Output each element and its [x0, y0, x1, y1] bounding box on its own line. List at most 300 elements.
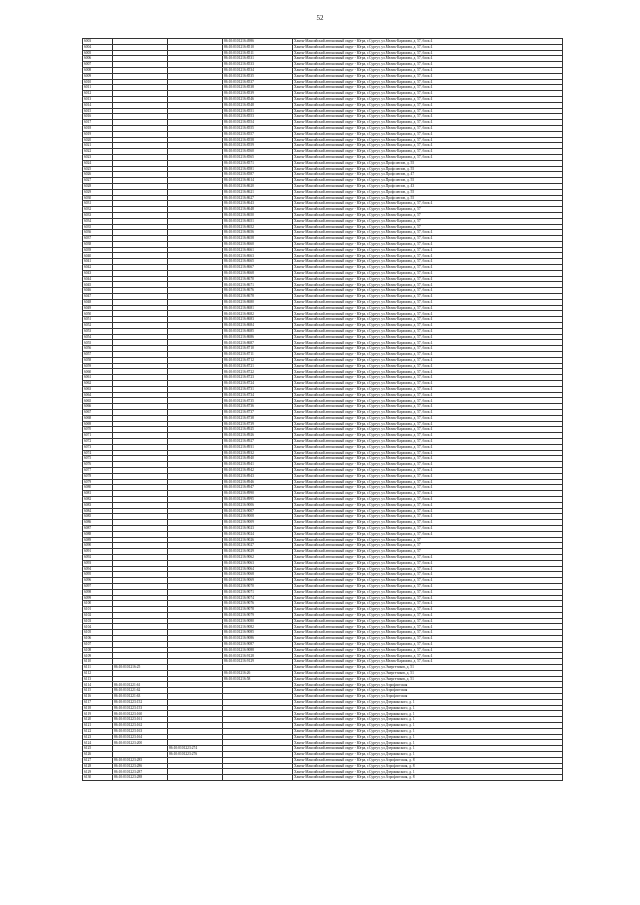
premise-cadastral-number-cell: 86:10:0101216:8533: [223, 62, 293, 68]
premise-cadastral-number-cell: 86:10:0101216:9007: [223, 508, 293, 514]
premise-cadastral-number-cell: 86:10:0101216:8559: [223, 143, 293, 149]
address-cell: Ханты-Мансийский автономный округ - Югра, г.Сургут, ул.Мелик-Карамова, д. 57, блок 4: [293, 346, 563, 352]
row-number-cell: 6053: [83, 328, 113, 334]
building-cadastral-number-cell: 86:10:0101223:274: [168, 746, 223, 752]
row-number-cell: 6006: [83, 56, 113, 62]
row-number-cell: 6057: [83, 352, 113, 358]
address-cell: Ханты-Мансийский автономный округ - Югра, г.Сургут, ул.Мелик-Карамова, д. 57, блок 4: [293, 288, 563, 294]
row-number-cell: 6105: [83, 630, 113, 636]
row-number-cell: 6113: [83, 676, 113, 682]
premise-cadastral-number-cell: 86:10:0101216:8942: [223, 467, 293, 473]
row-number-cell: 6037: [83, 236, 113, 242]
premise-cadastral-number-cell: 86:10:0101216:8721: [223, 363, 293, 369]
row-number-cell: 6084: [83, 508, 113, 514]
land-plot-cadastral-number-cell: 86:10:0101223:162: [113, 723, 168, 729]
address-cell: Ханты-Мансийский автономный округ - Югра, г.Сургут, ул.Профсоюзов, д. 55: [293, 166, 563, 172]
address-cell: Ханты-Мансийский автономный округ - Югра, г.Сургут, ул.Мелик-Карамова, д. 57, блок 4: [293, 201, 563, 207]
premise-cadastral-number-cell: 86:10:0101216:8537: [223, 79, 293, 85]
premise-cadastral-number-cell: 86:10:0101216:8650: [223, 212, 293, 218]
address-cell: Ханты-Мансийский автономный округ - Югра, г.Сургут, ул.Дзержинского, д. 1: [293, 699, 563, 705]
land-plot-cadastral-number-cell: 86:10:0101223:287: [113, 769, 168, 775]
address-cell: Ханты-Мансийский автономный округ - Югра, г.Сургут, ул.Мелик-Карамова, д. 57, блок 4: [293, 520, 563, 526]
premise-cadastral-number-cell: 86:10:0101216:8990: [223, 491, 293, 497]
row-number-cell: 6038: [83, 241, 113, 247]
address-cell: Ханты-Мансийский автономный округ - Югра, г.Сургут, ул.Мелик-Карамова, д. 57, блок 4: [293, 294, 563, 300]
address-cell: Ханты-Мансийский автономный округ - Югра, г.Сургут, ул.Мелик-Карамова, д. 57, блок 4: [293, 589, 563, 595]
row-number-cell: 6005: [83, 50, 113, 56]
land-plot-cadastral-number-cell: 86:10:0101221:63: [113, 694, 168, 700]
row-number-cell: 6098: [83, 589, 113, 595]
address-cell: Ханты-Мансийский автономный округ - Югра, г.Сургут, ул.Мелик-Карамова, д. 57, блок 4: [293, 467, 563, 473]
premise-cadastral-number-cell: 86:10:0101216:8539: [223, 91, 293, 97]
row-number-cell: 6114: [83, 682, 113, 688]
premise-cadastral-number-cell: 86:10:0101216:8995: [223, 496, 293, 502]
address-cell: Ханты-Мансийский автономный округ - Югра, г.Сургут, ул.Мелик-Карамова, д. 57, блок 4: [293, 102, 563, 108]
address-cell: Ханты-Мансийский автономный округ - Югра, г.Сургут, ул.Мелик-Карамова, д. 57, блок 4: [293, 491, 563, 497]
premise-cadastral-number-cell: 86:10:0101216:9078: [223, 607, 293, 613]
row-number-cell: 6102: [83, 612, 113, 618]
address-cell: Ханты-Мансийский автономный округ - Югра, г.Сургут, ул.Мелик-Карамова, д. 57, блок 4: [293, 39, 563, 45]
row-number-cell: 6021: [83, 143, 113, 149]
row-number-cell: 6013: [83, 96, 113, 102]
premise-cadastral-number-cell: 86:10:0101216:8685: [223, 328, 293, 334]
row-number-cell: 6107: [83, 641, 113, 647]
address-cell: Ханты-Мансийский автономный округ - Югра, г.Сургут, ул.Мелик-Карамова, д. 57, блок 4: [293, 56, 563, 62]
row-number-cell: 6112: [83, 670, 113, 676]
premise-cadastral-number-cell: 86:10:0101216:9069: [223, 578, 293, 584]
address-cell: Ханты-Мансийский автономный округ - Югра, г.Сургут, ул.Мелик-Карамова, д. 57, блок 4: [293, 352, 563, 358]
premise-cadastral-number-cell: 86:10:0101216:8643: [223, 201, 293, 207]
row-number-cell: 6012: [83, 91, 113, 97]
address-cell: Ханты-Мансийский автономный округ - Югра, г.Сургут, ул.Мелик-Карамова, д. 57, блок 4: [293, 653, 563, 659]
premise-cadastral-number-cell: 86:10:0101216:9063: [223, 560, 293, 566]
premise-cadastral-number-cell: 86:10:0101216:9023: [223, 525, 293, 531]
row-number-cell: 6016: [83, 114, 113, 120]
row-number-cell: 6041: [83, 259, 113, 265]
row-number-cell: 6054: [83, 334, 113, 340]
address-cell: Ханты-Мансийский автономный округ - Югра, г.Сургут, ул.Мелик-Карамова, д. 57, блок 4: [293, 247, 563, 253]
address-cell: Ханты-Мансийский автономный округ - Югра, г.Сургут, ул.Дзержинского, д. 1: [293, 723, 563, 729]
premise-cadastral-number-cell: 86:10:0101216:9076: [223, 601, 293, 607]
premise-cadastral-number-cell: 86:10:0101216:9009: [223, 520, 293, 526]
address-cell: Ханты-Мансийский автономный округ - Югра, г.Сургут, ул.Мелик-Карамова, д. 57, блок 4: [293, 479, 563, 485]
premise-cadastral-number-cell: 86:10:0101216:8548: [223, 102, 293, 108]
address-cell: Ханты-Мансийский автономный округ - Югра, г.Сургут, ул.Мелик-Карамова, д. 57, блок 4: [293, 641, 563, 647]
address-cell: Ханты-Мансийский автономный округ - Югра, г.Сургут, ул.Мелик-Карамова, д. 57, блок 4: [293, 323, 563, 329]
premise-cadastral-number-cell: 86:10:0101216:8510: [223, 44, 293, 50]
row-number-cell: 6033: [83, 212, 113, 218]
premise-cadastral-number-cell: 86:10:0101216:8571: [223, 160, 293, 166]
row-number-cell: 6083: [83, 502, 113, 508]
address-cell: Ханты-Мансийский автономный округ - Югра, г.Сургут, ул.Мелик-Карамова, д. 57, блок 4: [293, 578, 563, 584]
address-cell: Ханты-Мансийский автономный округ - Югра, г.Сургут, ул.Мелик-Карамова, д. 57, блок 4: [293, 381, 563, 387]
row-number-cell: 6028: [83, 183, 113, 189]
address-cell: Ханты-Мансийский автономный округ - Югра, г.Сургут, ул.Энергетиков, д. 51: [293, 676, 563, 682]
premise-cadastral-number-cell: 86:10:0101216:8737: [223, 410, 293, 416]
land-plot-cadastral-number-cell: 86:10:0101223:160: [113, 711, 168, 717]
row-number-cell: 6070: [83, 427, 113, 433]
row-number-cell: 6085: [83, 514, 113, 520]
address-cell: Ханты-Мансийский автономный округ - Югра, г.Сургут, ул.Дзержинского, д. 1: [293, 752, 563, 758]
address-cell: Ханты-Мансийский автономный округ - Югра, г.Сургут, ул.Мелик-Карамова, д. 57, блок 4: [293, 607, 563, 613]
address-cell: Ханты-Мансийский автономный округ - Югра, г.Сургут, ул.Профсоюзов, д. 55: [293, 189, 563, 195]
page-number: 52: [316, 14, 324, 22]
row-number-cell: 6068: [83, 415, 113, 421]
row-number-cell: 6088: [83, 531, 113, 537]
premise-cadastral-number-cell: 86:10:0101216:8712: [223, 357, 293, 363]
row-number-cell: 6032: [83, 207, 113, 213]
premise-cadastral-number-cell: 86:10:0101216:8551: [223, 108, 293, 114]
row-number-cell: 6029: [83, 189, 113, 195]
row-number-cell: 6093: [83, 560, 113, 566]
row-number-cell: 6095: [83, 572, 113, 578]
row-number-cell: 6008: [83, 67, 113, 73]
row-number-cell: 6090: [83, 543, 113, 549]
premise-cadastral-number-cell: 86:10:0101216:8682: [223, 311, 293, 317]
address-cell: Ханты-Мансийский автономный округ - Югра, г.Сургут, ул.Мелик-Карамова, д. 57, блок 4: [293, 636, 563, 642]
address-cell: Ханты-Мансийский автономный округ - Югра, г.Сургут, ул.Дзержинского, д. 1: [293, 728, 563, 734]
land-plot-cadastral-number-cell: 86:10:0101221:62: [113, 688, 168, 694]
premise-cadastral-number-cell: 86:10:0101216:9074: [223, 595, 293, 601]
premise-cadastral-number-cell: 86:10:0101216:8557: [223, 131, 293, 137]
address-cell: Ханты-Мансийский автономный округ - Югра, г.Сургут, ул.Мелик-Карамова, д. 57, блок 4: [293, 560, 563, 566]
premise-cadastral-number-cell: 86:10:0101216:8670: [223, 276, 293, 282]
row-number-cell: 6063: [83, 386, 113, 392]
row-number-cell: 6117: [83, 699, 113, 705]
premise-cadastral-number-cell: 86:10:0101216:9079: [223, 612, 293, 618]
row-number-cell: 6043: [83, 270, 113, 276]
row-number-cell: 6120: [83, 717, 113, 723]
row-number-cell: 6039: [83, 247, 113, 253]
address-cell: Ханты-Мансийский автономный округ - Югра, г.Сургут, ул.Мелик-Карамова, д. 57, блок 4: [293, 131, 563, 137]
premise-cadastral-number-cell: 86:10:0101216:8931: [223, 444, 293, 450]
address-cell: Ханты-Мансийский автономный округ - Югра, г.Сургут, ул.Мелик-Карамова, д. 57, блок 4: [293, 282, 563, 288]
address-cell: Ханты-Мансийский автономный округ - Югра, г.Сургут, ул.Мелик-Карамова, д. 57: [293, 549, 563, 555]
address-cell: Ханты-Мансийский автономный округ - Югра, г.Сургут, ул.Мелик-Карамова, д. 57, блок 4: [293, 62, 563, 68]
address-cell: Ханты-Мансийский автономный округ - Югра, г.Сургут, ул.Мелик-Карамова, д. 57, блок 4: [293, 624, 563, 630]
address-cell: Ханты-Мансийский автономный округ - Югра, г.Сургут, ул.Мелик-Карамова, д. 57, блок 4: [293, 91, 563, 97]
row-number-cell: 6040: [83, 253, 113, 259]
premise-cadastral-number-cell: 86:10:0101216:8683: [223, 317, 293, 323]
premise-cadastral-number-cell: 86:10:0101216:8627: [223, 195, 293, 201]
premise-cadastral-number-cell: 86:10:0101216:8946: [223, 479, 293, 485]
address-cell: Ханты-Мансийский автономный округ - Югра, г.Сургут, ул.Мелик-Карамова, д. 57, блок 4: [293, 566, 563, 572]
address-cell: Ханты-Мансийский автономный округ - Югра, г.Сургут, ул.Мелик-Карамова, д. 57: [293, 212, 563, 218]
address-cell: Ханты-Мансийский автономный округ - Югра, г.Сургут, ул.Мелик-Карамова, д. 57, блок 4: [293, 137, 563, 143]
address-cell: Ханты-Мансийский автономный округ - Югра, г.Сургут, ул.Мелик-Карамова, д. 57, блок 4: [293, 241, 563, 247]
address-cell: Ханты-Мансийский автономный округ - Югра, г.Сургут, ул.Аэрофлотская: [293, 688, 563, 694]
row-number-cell: 6020: [83, 137, 113, 143]
land-plot-cadastral-number-cell: 86:10:0101223:164: [113, 734, 168, 740]
row-number-cell: 6089: [83, 537, 113, 543]
address-cell: Ханты-Мансийский автономный округ - Югра, г.Сургут, ул.Мелик-Карамова, д. 57, блок 4: [293, 502, 563, 508]
premise-cadastral-number-cell: 86:10:0101216:8680: [223, 299, 293, 305]
cadastral-table: [82, 38, 563, 781]
row-number-cell: 6082: [83, 496, 113, 502]
premise-cadastral-number-cell: 86:10:0101216:8555: [223, 125, 293, 131]
row-number-cell: 6026: [83, 172, 113, 178]
row-number-cell: 6122: [83, 728, 113, 734]
row-number-cell: 6034: [83, 218, 113, 224]
land-plot-cadastral-number-cell: 86:10:0101223:153: [113, 705, 168, 711]
row-number-cell: 6128: [83, 763, 113, 769]
row-number-cell: 6094: [83, 566, 113, 572]
row-number-cell: 6110: [83, 659, 113, 665]
address-cell: Ханты-Мансийский автономный округ - Югра, г.Сургут, ул.Мелик-Карамова, д. 57, блок 4: [293, 340, 563, 346]
premise-cadastral-number-cell: 86:10:0101216:9070: [223, 583, 293, 589]
address-cell: Ханты-Мансийский автономный округ - Югра, г.Сургут, ул.Мелик-Карамова, д. 57, блок 4: [293, 311, 563, 317]
row-number-cell: 6101: [83, 607, 113, 613]
address-cell: Ханты-Мансийский автономный округ - Югра, г.Сургут, ул.Мелик-Карамова, д. 57, блок 4: [293, 120, 563, 126]
premise-cadastral-number-cell: 86:10:0101216:8660: [223, 241, 293, 247]
address-cell: Ханты-Мансийский автономный округ - Югра, г.Сургут, ул.Мелик-Карамова, д. 57, блок 4: [293, 143, 563, 149]
address-cell: Ханты-Мансийский автономный округ - Югра, г.Сургут, ул.Мелик-Карамова, д. 57, блок 4: [293, 236, 563, 242]
address-cell: Ханты-Мансийский автономный округ - Югра, г.Сургут, ул.Мелик-Карамова, д. 57, блок 4: [293, 410, 563, 416]
address-cell: Ханты-Мансийский автономный округ - Югра, г.Сургут, ул.Мелик-Карамова, д. 57, блок 4: [293, 386, 563, 392]
premise-cadastral-number-cell: [223, 775, 293, 781]
row-number-cell: 6118: [83, 705, 113, 711]
address-cell: Ханты-Мансийский автономный округ - Югра, г.Сургут, ул.Мелик-Карамова, д. 57, блок 4: [293, 259, 563, 265]
row-number-cell: 6097: [83, 583, 113, 589]
address-cell: Ханты-Мансийский автономный округ - Югра, г.Сургут, ул.Мелик-Карамова, д. 57: [293, 207, 563, 213]
premise-cadastral-number-cell: 86:10:0101216:8587: [223, 172, 293, 178]
address-cell: Ханты-Мансийский автономный округ - Югра, г.Сургут, ул.Мелик-Карамова, д. 57: [293, 537, 563, 543]
address-cell: Ханты-Мансийский автономный округ - Югра, г.Сургут, ул.Мелик-Карамова, д. 57, блок 4: [293, 357, 563, 363]
address-cell: Ханты-Мансийский автономный округ - Югра, г.Сургут, ул.Мелик-Карамова, д. 57, блок 4: [293, 508, 563, 514]
row-number-cell: 6072: [83, 438, 113, 444]
premise-cadastral-number-cell: 86:10:0101216:8731: [223, 386, 293, 392]
row-number-cell: 6049: [83, 305, 113, 311]
building-cadastral-number-cell: [168, 775, 223, 781]
premise-cadastral-number-cell: 86:10:0101216:8531: [223, 56, 293, 62]
address-cell: Ханты-Мансийский автономный округ - Югра, г.Сургут, ул.Мелик-Карамова, д. 57, блок 4: [293, 305, 563, 311]
row-number-cell: 6075: [83, 456, 113, 462]
row-number-cell: 6129: [83, 769, 113, 775]
premise-cadastral-number-cell: 86:10:0101216:8658: [223, 236, 293, 242]
row-number-cell: 6056: [83, 346, 113, 352]
address-cell: Ханты-Мансийский автономный округ - Югра, г.Сургут, ул.Мелик-Карамова, д. 57, блок 4: [293, 265, 563, 271]
premise-cadastral-number-cell: 86:10:0101216:8546: [223, 96, 293, 102]
address-cell: Ханты-Мансийский автономный округ - Югра, г.Сургут, ул.Дзержинского, д. 1: [293, 711, 563, 717]
premise-cadastral-number-cell: 86:10:0101216:8681: [223, 305, 293, 311]
address-cell: Ханты-Мансийский автономный округ - Югра, г.Сургут, ул.Мелик-Карамова, д. 57, блок 4: [293, 398, 563, 404]
row-number-cell: 6078: [83, 473, 113, 479]
premise-cadastral-number-cell: 86:10:0101216:9068: [223, 572, 293, 578]
row-number-cell: 6103: [83, 618, 113, 624]
address-cell: Ханты-Мансийский автономный округ - Югра, г.Сургут, ул.Мелик-Карамова, д. 57, блок 4: [293, 334, 563, 340]
address-cell: Ханты-Мансийский автономный округ - Югра, г.Сургут, ул.Мелик-Карамова, д. 57, блок 4: [293, 421, 563, 427]
address-cell: Ханты-Мансийский автономный округ - Югра, г.Сургут, ул.Мелик-Карамова, д. 57, блок 4: [293, 50, 563, 56]
row-number-cell: 6007: [83, 62, 113, 68]
row-number-cell: 6081: [83, 491, 113, 497]
address-cell: Ханты-Мансийский автономный округ - Югра, г.Сургут, ул.Мелик-Карамова, д. 57, блок 4: [293, 438, 563, 444]
address-cell: Ханты-Мансийский автономный округ - Югра, г.Сургут, ул.Профсоюзов, д. 47: [293, 172, 563, 178]
land-plot-cadastral-number-cell: 86:10:0101223:286: [113, 763, 168, 769]
address-cell: Ханты-Мансийский автономный округ - Югра, г.Сургут, ул.Мелик-Карамова, д. 57, блок 4: [293, 659, 563, 665]
address-cell: Ханты-Мансийский автономный округ - Югра, г.Сургут, ул.Мелик-Карамова, д. 57: [293, 543, 563, 549]
row-number-cell: 6071: [83, 433, 113, 439]
row-number-cell: 6067: [83, 410, 113, 416]
address-cell: Ханты-Мансийский автономный округ - Югра, г.Сургут, ул.Мелик-Карамова, д. 57, блок 4: [293, 299, 563, 305]
premise-cadastral-number-cell: 86:10:0101216:8927: [223, 438, 293, 444]
address-cell: Ханты-Мансийский автономный округ - Югра, г.Сургут, ул.Мелик-Карамова, д. 57, блок 4: [293, 96, 563, 102]
row-number-cell: 6019: [83, 131, 113, 137]
premise-cadastral-number-cell: 86:10:0101216:8652: [223, 224, 293, 230]
premise-cadastral-number-cell: 86:10:0101216:8535: [223, 73, 293, 79]
premise-cadastral-number-cell: 86:10:0101216:8620: [223, 183, 293, 189]
address-cell: Ханты-Мансийский автономный округ - Югра, г.Сургут, ул.Мелик-Карамова, д. 57, блок 4: [293, 618, 563, 624]
row-number-cell: 6061: [83, 375, 113, 381]
address-cell: Ханты-Мансийский автономный округ - Югра, г.Сургут, ул.Мелик-Карамова, д. 57, блок 4: [293, 79, 563, 85]
premise-cadastral-number-cell: 86:10:0101216:8710: [223, 346, 293, 352]
premise-cadastral-number-cell: 86:10:0101216:8736: [223, 404, 293, 410]
row-number-cell: 6027: [83, 178, 113, 184]
address-cell: Ханты-Мансийский автономный округ - Югра, г.Сургут, ул.Мелик-Карамова, д. 57: [293, 224, 563, 230]
row-number-cell: 6087: [83, 525, 113, 531]
address-cell: Ханты-Мансийский автономный округ - Югра, г.Сургут, ул.Мелик-Карамова, д. 57, блок 4: [293, 572, 563, 578]
premise-cadastral-number-cell: 86:10:0101216:8739: [223, 421, 293, 427]
row-number-cell: 6116: [83, 694, 113, 700]
premise-cadastral-number-cell: 86:10:0101216:9026: [223, 537, 293, 543]
row-number-cell: 6109: [83, 653, 113, 659]
address-cell: Ханты-Мансийский автономный округ - Югра, г.Сургут, ул.Мелик-Карамова, д. 57, блок 4: [293, 85, 563, 91]
premise-cadastral-number-cell: 86:10:0101216:9071: [223, 589, 293, 595]
table-body: [83, 39, 563, 781]
address-cell: Ханты-Мансийский автономный округ - Югра, г.Сургут, ул.Мелик-Карамова, д. 57, блок 4: [293, 125, 563, 131]
address-cell: Ханты-Мансийский автономный округ - Югра, г.Сургут, ул.Мелик-Карамова, д. 57, блок 4: [293, 462, 563, 468]
row-number-cell: 6080: [83, 485, 113, 491]
premise-cadastral-number-cell: 86:10:0101216:8687: [223, 340, 293, 346]
premise-cadastral-number-cell: 86:10:0101216:8678: [223, 294, 293, 300]
premise-cadastral-number-cell: 86:10:0101216:8621: [223, 189, 293, 195]
address-cell: Ханты-Мансийский автономный округ - Югра, г.Сургут, ул.Мелик-Карамова, д. 57, блок 4: [293, 450, 563, 456]
row-number-cell: 6119: [83, 711, 113, 717]
row-number-cell: 6060: [83, 369, 113, 375]
land-plot-cadastral-number-cell: 86:10:0101216:25: [113, 665, 168, 671]
premise-cadastral-number-cell: 86:10:0101216:9129: [223, 659, 293, 665]
address-cell: Ханты-Мансийский автономный округ - Югра, г.Сургут, ул.Мелик-Карамова, д. 57: [293, 218, 563, 224]
premise-cadastral-number-cell: 86:10:0101216:8738: [223, 415, 293, 421]
premise-cadastral-number-cell: 86:10:0101216:8648: [223, 207, 293, 213]
premise-cadastral-number-cell: 86:10:0101216:9029: [223, 549, 293, 555]
row-number-cell: 6042: [83, 265, 113, 271]
address-cell: Ханты-Мансийский автономный округ - Югра, г.Сургут, ул.Мелик-Карамова, д. 57, блок 4: [293, 253, 563, 259]
row-number-cell: 6025: [83, 166, 113, 172]
address-cell: Ханты-Мансийский автономный округ - Югра, г.Сургут, ул.Дзержинского, д. 1: [293, 769, 563, 775]
address-cell: Ханты-Мансийский автономный округ - Югра, г.Сургут, ул.Профсоюзов, д. 43: [293, 183, 563, 189]
row-number-cell: 6123: [83, 734, 113, 740]
row-number-cell: 6069: [83, 421, 113, 427]
row-number-cell: 6055: [83, 340, 113, 346]
premise-cadastral-number-cell: 86:10:0101216:8554: [223, 120, 293, 126]
address-cell: Ханты-Мансийский автономный округ - Югра, г.Сургут, ул.Мелик-Карамова, д. 57, блок 4: [293, 595, 563, 601]
row-number-cell: 6099: [83, 595, 113, 601]
premise-cadastral-number-cell: 86:10:0101216:8926: [223, 433, 293, 439]
row-number-cell: 6100: [83, 601, 113, 607]
row-number-cell: 6091: [83, 549, 113, 555]
row-number-cell: 6047: [83, 294, 113, 300]
address-cell: Ханты-Мансийский автономный округ - Югра, г.Сургут, ул.Аэрофлотская, д. 8: [293, 757, 563, 763]
address-cell: Ханты-Мансийский автономный округ - Югра, г.Сургут, ул.Мелик-Карамова, д. 57, блок 4: [293, 433, 563, 439]
row-number-cell: 6015: [83, 108, 113, 114]
row-number-cell: 6030: [83, 195, 113, 201]
address-cell: Ханты-Мансийский автономный округ - Югра, г.Сургут, ул.Мелик-Карамова, д. 57, блок 4: [293, 612, 563, 618]
row-number-cell: 6079: [83, 479, 113, 485]
land-plot-cadastral-number-cell: 86:10:0101223:200: [113, 740, 168, 746]
address-cell: Ханты-Мансийский автономный округ - Югра, г.Сургут, ул.Аэрофлотская, д. 8: [293, 775, 563, 781]
address-cell: Ханты-Мансийский автономный округ - Югра, г.Сургут, ул.Аэрофлотская, д. 8: [293, 763, 563, 769]
address-cell: Ханты-Мансийский автономный округ - Югра, г.Сургут, ул.Дзержинского, д. 1: [293, 705, 563, 711]
land-plot-cadastral-number-cell: 86:10:0101221:61: [113, 682, 168, 688]
premise-cadastral-number-cell: 86:10:0101216:8676: [223, 288, 293, 294]
address-cell: Ханты-Мансийский автономный округ - Югра, г.Сургут, ул.Мелик-Карамова, д. 57, блок 4: [293, 525, 563, 531]
row-number-cell: 6018: [83, 125, 113, 131]
address-cell: Ханты-Мансийский автономный округ - Югра, г.Сургут, ул.Мелик-Карамова, д. 57, блок 4: [293, 647, 563, 653]
row-number-cell: 6125: [83, 746, 113, 752]
address-cell: Ханты-Мансийский автономный округ - Югра, г.Сургут, ул.Мелик-Карамова, д. 57, блок 4: [293, 583, 563, 589]
row-number-cell: 6036: [83, 230, 113, 236]
address-cell: Ханты-Мансийский автономный округ - Югра, г.Сургут, ул.Дзержинского, д. 1: [293, 717, 563, 723]
premise-cadastral-number-cell: 86:10:0101216:8940: [223, 456, 293, 462]
premise-cadastral-number-cell: 86:10:0101216:8614: [223, 178, 293, 184]
row-number-cell: 6066: [83, 404, 113, 410]
land-plot-cadastral-number-cell: 86:10:0101223:163: [113, 728, 168, 734]
address-cell: Ханты-Мансийский автономный округ - Югра, г.Сургут, ул.Мелик-Карамова, д. 57, блок 4: [293, 456, 563, 462]
row-number-cell: 6004: [83, 44, 113, 50]
address-cell: Ханты-Мансийский автономный округ - Югра, г.Сургут, ул.Мелик-Карамова, д. 57, блок 4: [293, 444, 563, 450]
row-number-cell: 6011: [83, 85, 113, 91]
row-number-cell: 6024: [83, 160, 113, 166]
land-plot-cadastral-number-cell: 86:10:0101223:152: [113, 699, 168, 705]
premise-cadastral-number-cell: 86:10:0101216:8560: [223, 149, 293, 155]
premise-cadastral-number-cell: 86:10:0101216:9086: [223, 636, 293, 642]
row-number-cell: 6115: [83, 688, 113, 694]
row-number-cell: 6009: [83, 73, 113, 79]
premise-cadastral-number-cell: 86:10:0101216:8724: [223, 381, 293, 387]
premise-cadastral-number-cell: 86:10:0101216:8722: [223, 369, 293, 375]
row-number-cell: 6108: [83, 647, 113, 653]
premise-cadastral-number-cell: 86:10:0101216:8661: [223, 247, 293, 253]
premise-cadastral-number-cell: 86:10:0101216:8735: [223, 398, 293, 404]
premise-cadastral-number-cell: 86:10:0101216:8686: [223, 334, 293, 340]
premise-cadastral-number-cell: 86:10:0101216:9082: [223, 624, 293, 630]
premise-cadastral-number-cell: 86:10:0101216:9064: [223, 566, 293, 572]
premise-cadastral-number-cell: 86:10:0101216:8558: [223, 137, 293, 143]
row-number-cell: 6074: [83, 450, 113, 456]
land-plot-cadastral-number-cell: 86:10:0101223:285: [113, 757, 168, 763]
address-cell: Ханты-Мансийский автономный округ - Югра, г.Сургут, ул.Мелик-Карамова, д. 57, блок 4: [293, 485, 563, 491]
address-cell: Ханты-Мансийский автономный округ - Югра, г.Сургут, ул.Аэрофлотская: [293, 694, 563, 700]
row-number-cell: 6127: [83, 757, 113, 763]
address-cell: Ханты-Мансийский автономный округ - Югра, г.Сургут, ул.Мелик-Карамова, д. 57, блок 4: [293, 514, 563, 520]
address-cell: Ханты-Мансийский автономный округ - Югра, г.Сургут, ул.Мелик-Карамова, д. 57, блок 4: [293, 375, 563, 381]
address-cell: Ханты-Мансийский автономный округ - Югра, г.Сургут, ул.Мелик-Карамова, д. 57, блок 4: [293, 392, 563, 398]
premise-cadastral-number-cell: 86:10:0101216:9024: [223, 531, 293, 537]
row-number-cell: 6062: [83, 381, 113, 387]
premise-cadastral-number-cell: 86:10:0101216:8668: [223, 270, 293, 276]
premise-cadastral-number-cell: 86:10:0101216:9080: [223, 618, 293, 624]
address-cell: Ханты-Мансийский автономный округ - Югра, г.Сургут, ул.Мелик-Карамова, д. 57, блок 4: [293, 404, 563, 410]
table-row: [83, 775, 563, 781]
address-cell: Ханты-Мансийский автономный округ - Югра, г.Сургут, ул.Энергетиков, д. 51: [293, 670, 563, 676]
address-cell: Ханты-Мансийский автономный округ - Югра, г.Сургут, ул.Мелик-Карамова, д. 57, блок 4: [293, 531, 563, 537]
row-number-cell: 6010: [83, 79, 113, 85]
row-number-cell: 6106: [83, 636, 113, 642]
address-cell: Ханты-Мансийский автономный округ - Югра, г.Сургут, ул.Мелик-Карамова, д. 57, блок 4: [293, 496, 563, 502]
row-number-cell: 6003: [83, 39, 113, 45]
premise-cadastral-number-cell: 86:10:0101216:58: [223, 676, 293, 682]
row-number-cell: 6031: [83, 201, 113, 207]
